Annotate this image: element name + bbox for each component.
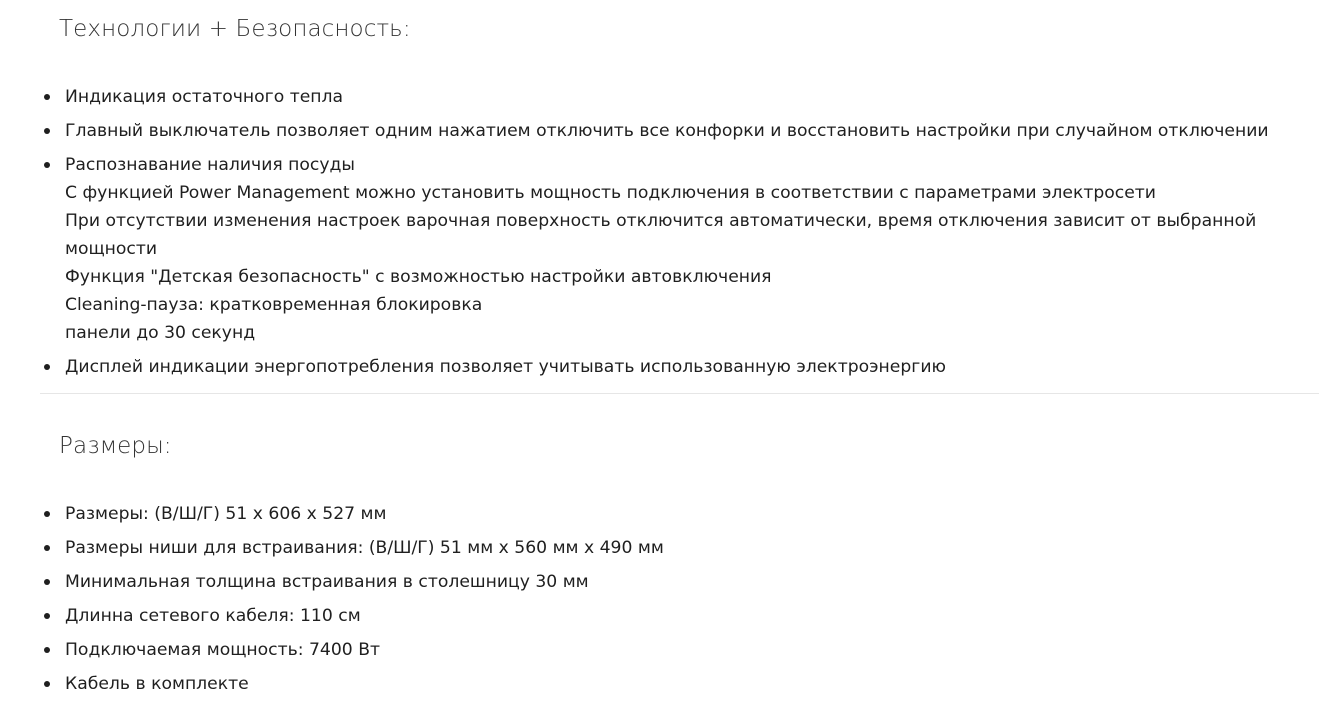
list-item-text: Распознавание наличия посуды xyxy=(65,155,355,175)
list-item xyxy=(0,636,1319,664)
list-item xyxy=(0,534,1319,562)
bullet-icon xyxy=(44,128,50,134)
list-item xyxy=(0,602,1319,630)
list-item xyxy=(0,353,1319,381)
section-title: Размеры: xyxy=(59,433,172,459)
list-item-text: При отсутствии изменения настроек варочная поверхность отключится автоматически, время отключения зависит от выбранной xyxy=(65,211,1257,231)
list-item-text: Cleaning-пауза: кратковременная блокировка xyxy=(65,295,483,315)
bullet-icon xyxy=(44,511,50,517)
list-item-text: Главный выключатель позволяет одним нажатием отключить все конфорки и восстановить настройки при случайном отключении xyxy=(65,121,1269,141)
list-item-text: Функция "Детская безопасность" с возможностью настройки автовключения xyxy=(65,267,772,287)
list-item-text: Размеры: (В/Ш/Г) 51 x 606 x 527 мм xyxy=(65,504,387,524)
list-item xyxy=(0,151,1319,347)
list-item-text: Минимальная толщина встраивания в столешницу 30 мм xyxy=(65,572,589,592)
list-item xyxy=(0,670,1319,698)
list-item xyxy=(0,117,1319,145)
bullet-icon xyxy=(44,162,50,168)
section-divider xyxy=(40,393,1319,394)
list-item-text: Кабель в комплекте xyxy=(65,674,249,694)
list-item-text: Длинна сетевого кабеля: 110 см xyxy=(65,606,361,626)
list-item-text: С функцией Power Management можно установить мощность подключения в соответствии с параметрами электросети xyxy=(65,183,1156,203)
spec-list xyxy=(0,500,1319,704)
bullet-icon xyxy=(44,613,50,619)
list-item-text: Дисплей индикации энергопотребления позволяет учитывать использованную электроэнергию xyxy=(65,357,946,377)
list-item-text: панели до 30 секунд xyxy=(65,323,256,343)
list-item xyxy=(0,500,1319,528)
list-item-text: мощности xyxy=(65,239,158,259)
bullet-icon xyxy=(44,647,50,653)
bullet-icon xyxy=(44,579,50,585)
bullet-icon xyxy=(44,94,50,100)
spec-list xyxy=(0,83,1319,387)
list-item-text: Индикация остаточного тепла xyxy=(65,87,344,107)
bullet-icon xyxy=(44,681,50,687)
list-item xyxy=(0,83,1319,111)
list-item xyxy=(0,568,1319,596)
list-item-text: Размеры ниши для встраивания: (В/Ш/Г) 51 мм x 560 мм x 490 мм xyxy=(65,538,664,558)
list-item-text: Подключаемая мощность: 7400 Вт xyxy=(65,640,380,660)
section-title: Технологии + Безопасность: xyxy=(59,16,411,42)
bullet-icon xyxy=(44,545,50,551)
bullet-icon xyxy=(44,364,50,370)
